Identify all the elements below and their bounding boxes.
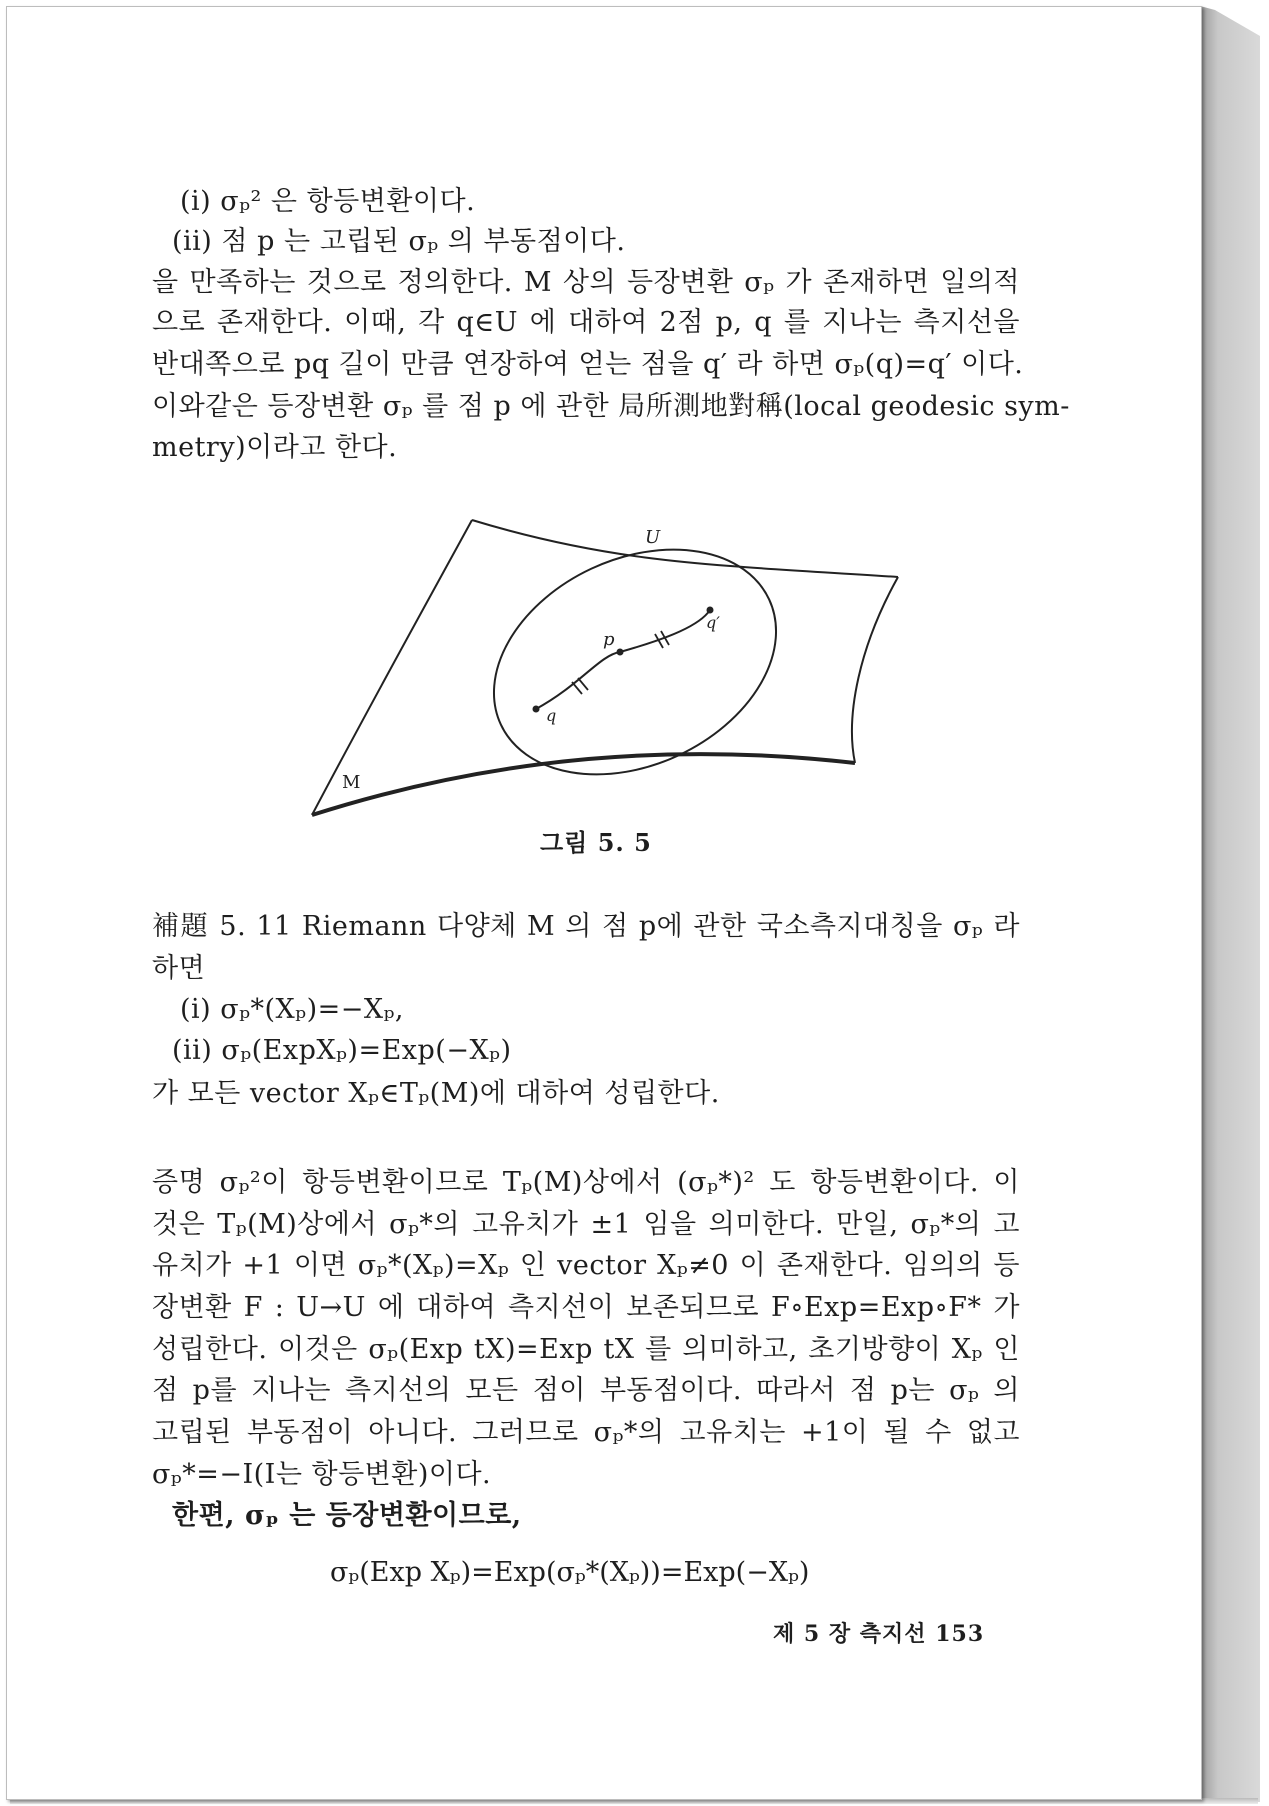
proof-line-9: 한편, σₚ 는 등장변환이므로, <box>172 1500 522 1531</box>
label-M: M <box>342 772 361 793</box>
manifold-surface-left-edge <box>312 520 472 815</box>
page-footer: 제 5 장 측지선 153 <box>773 1621 985 1647</box>
proposition-condition-ii: (ii) σₚ(ExpXₚ)=Exp(−Xₚ) <box>172 1035 512 1066</box>
paragraph-line-5: metry)이라고 한다. <box>152 432 398 463</box>
label-p: p <box>603 629 615 650</box>
proposition-condition-i: (i) σₚ*(Xₚ)=−Xₚ, <box>180 994 404 1025</box>
page-edge-shadow <box>1200 6 1260 1802</box>
proof-line-7: 고립된 부동점이 아니다. 그러므로 σₚ*의 고유치는 +1이 될 수 없고 <box>152 1417 1020 1448</box>
proof-line-1: 증명 σₚ²이 항등변환이므로 Tₚ(M)상에서 (σₚ*)² 도 항등변환이다. 이 <box>152 1167 1020 1198</box>
geodesic-curve <box>536 610 710 709</box>
proof-line-6: 점 p를 지나는 측지선의 모든 점이 부동점이다. 따라서 점 p는 σₚ 의 <box>152 1375 1020 1406</box>
proof-line-2: 것은 Tₚ(M)상에서 σₚ*의 고유치가 ±1 임을 의미한다. 만일, σₚ*의 고 <box>152 1209 1020 1240</box>
tick-mark-2 <box>578 678 588 690</box>
label-q: q <box>546 706 557 725</box>
proposition-line-5: 가 모든 vector Xₚ∈Tₚ(M)에 대하여 성립한다. <box>152 1078 720 1109</box>
proposition-line-1: 補題 5. 11 Riemann 다양체 M 의 점 p에 관한 국소측지대칭을 σₚ 라 <box>152 911 1020 942</box>
display-equation: σₚ(Exp Xₚ)=Exp(σₚ*(Xₚ))=Exp(−Xₚ) <box>330 1557 810 1588</box>
neighborhood-U-ellipse <box>457 506 812 818</box>
figure-geodesic-symmetry <box>300 505 920 825</box>
paragraph-line-1: 을 만족하는 것으로 정의한다. M 상의 등장변환 σₚ 가 존재하면 일의적 <box>152 267 1020 298</box>
proposition-line-2: 하면 <box>152 953 206 984</box>
proof-line-3: 유치가 +1 이면 σₚ*(Xₚ)=Xₚ 인 vector Xₚ≠0 이 존재한다. 임의의 등 <box>152 1250 1020 1281</box>
proof-line-5: 성립한다. 이것은 σₚ(Exp tX)=Exp tX 를 의미하고, 초기방향이 Xₚ 인 <box>152 1334 1020 1365</box>
manifold-surface-right-edge <box>852 577 898 763</box>
label-q-prime: q′ <box>706 613 720 632</box>
figure-caption: 그림 5. 5 <box>540 828 652 857</box>
proof-line-4: 장변환 F : U→U 에 대하여 측지선이 보존되므로 F∘Exp=Exp∘F* 가 <box>152 1292 1020 1323</box>
paragraph-line-2: 으로 존재한다. 이때, 각 q∈U 에 대하여 2점 p, q 를 지나는 측지선을 <box>152 307 1020 338</box>
condition-ii: (ii) 점 p 는 고립된 σₚ 의 부동점이다. <box>172 226 626 257</box>
manifold-surface-top-edge <box>472 520 898 577</box>
label-U: U <box>645 527 661 548</box>
point-q <box>533 706 540 713</box>
condition-i: (i) σₚ² 은 항등변환이다. <box>180 186 476 217</box>
tick-mark-1 <box>572 682 582 694</box>
point-p <box>617 649 624 656</box>
paragraph-line-4: 이와같은 등장변환 σₚ 를 점 p 에 관한 局所測地對稱(local geodesic sym- <box>152 391 1070 422</box>
manifold-surface-bottom-edge <box>312 754 855 815</box>
proof-line-8: σₚ*=−I(I는 항등변환)이다. <box>152 1459 492 1490</box>
paragraph-line-3: 반대쪽으로 pq 길이 만큼 연장하여 얻는 점을 q′ 라 하면 σₚ(q)=q′ 이다. <box>152 349 1024 380</box>
